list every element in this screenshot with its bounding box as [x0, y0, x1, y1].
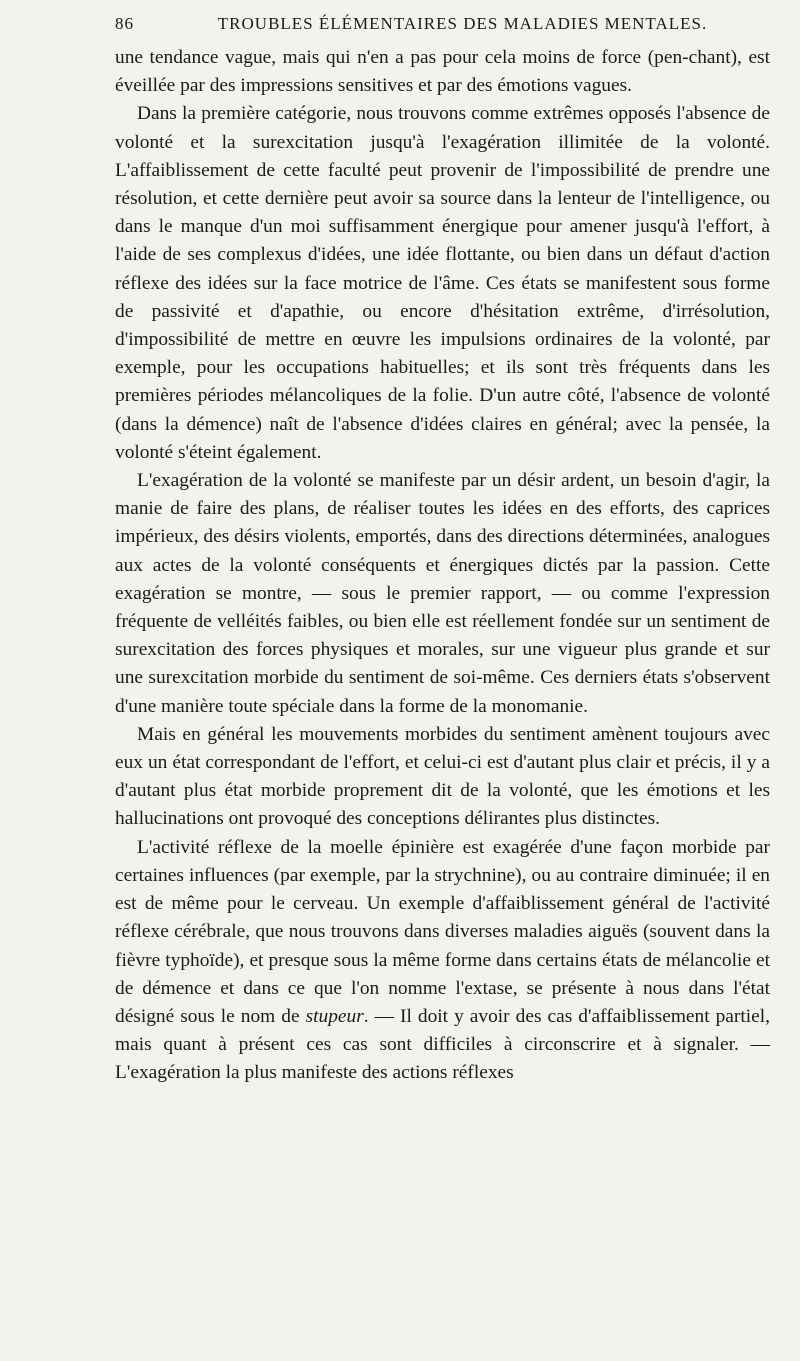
paragraph-text: . — Il doit y avoir des cas d'affaiblissement partiel, mais quant à présent ces cas sont difficiles à circonscrire et à signaler. — L'exagération la plus manifeste des actions réflexes	[115, 1005, 770, 1084]
page-header	[115, 14, 750, 34]
body-text	[115, 44, 770, 1088]
paragraph: une tendance vague, mais qui n'en a pas pour cela moins de force (pen-chant), est éveillée par des impressions sensitives et par des émotions vagues.	[115, 47, 770, 97]
page-number: 86	[115, 14, 134, 33]
paragraph: Dans la première catégorie, nous trouvons comme extrêmes opposés l'absence de volonté et la surexcitation jusqu'à l'exagération illimitée de la volonté. L'affaiblissement de cette faculté peut provenir de l'impossibilité de prendre une résolution, et cette dernière peut avoir sa source dans la lenteur de l'intelligence, ou dans le manque d'un moi suffisamment énergique pour amener jusqu'à l'effort, à l'aide de ses complexus d'idées, une idée flottante, ou bien dans un défaut d'action réflexe des idées sur la face motrice de l'âme. Ces états se manifestent sous forme de passivité et d'apathie, ou encore d'hésitation extrême, d'irrésolution, d'impossibilité de mettre en œuvre les impulsions ordinaires de la volonté, par exemple, pour les occupations habituelles; et ils sont très fréquents dans les premières périodes mélancoliques de la folie. D'un autre côté, l'absence de volonté (dans la démence) naît de l'absence d'idées claires en général; avec la pensée, la volonté s'éteint également.	[115, 103, 770, 463]
paragraph: Mais en général les mouvements morbides du sentiment amènent toujours avec eux un état correspondant de l'effort, et celui-ci est d'autant plus clair et précis, il y a d'autant plus état morbide proprement dit de la volonté, que les émotions et les hallucinations ont provoqué des conceptions délirantes plus distinctes.	[115, 723, 770, 830]
paragraph	[115, 834, 770, 1088]
italic-term: stupeur	[305, 1005, 364, 1027]
paragraph: L'exagération de la volonté se manifeste par un désir ardent, un besoin d'agir, la manie de faire des plans, de réaliser toutes les idées en des efforts, des caprices impérieux, des désirs violents, emportés, dans des directions déterminées, analogues aux actes de la volonté conséquents et énergiques dictés par la passion. Cette exagération se montre, — sous le premier rapport, — ou comme l'expression fréquente de velléités faibles, ou bien elle est réellement fondée sur un sentiment de surexcitation des forces physiques et morales, sur une vigueur plus grande et sur une surexcitation morbide du sentiment de soi-même. Ces derniers états s'observent d'une manière toute spéciale dans la forme de la monomanie.	[115, 470, 770, 717]
paragraph-text: L'activité réflexe de la moelle épinière est exagérée d'une façon morbide par certaines influences (par exemple, par la strychnine), ou au contraire diminuée; il en est de même pour le cerveau. Un exemple d'affaiblissement général de l'activité réflexe cérébrale, que nous trouvons dans diverses maladies aiguës (souvent dans la fièvre typhoïde), et presque sous la même forme dans certains états de mélancolie et de démence et dans ce que l'on nomme l'extase, se présente à nous dans l'état désigné sous le nom de	[115, 836, 770, 1027]
running-head: TROUBLES ÉLÉMENTAIRES DES MALADIES MENTALES.	[217, 14, 708, 33]
